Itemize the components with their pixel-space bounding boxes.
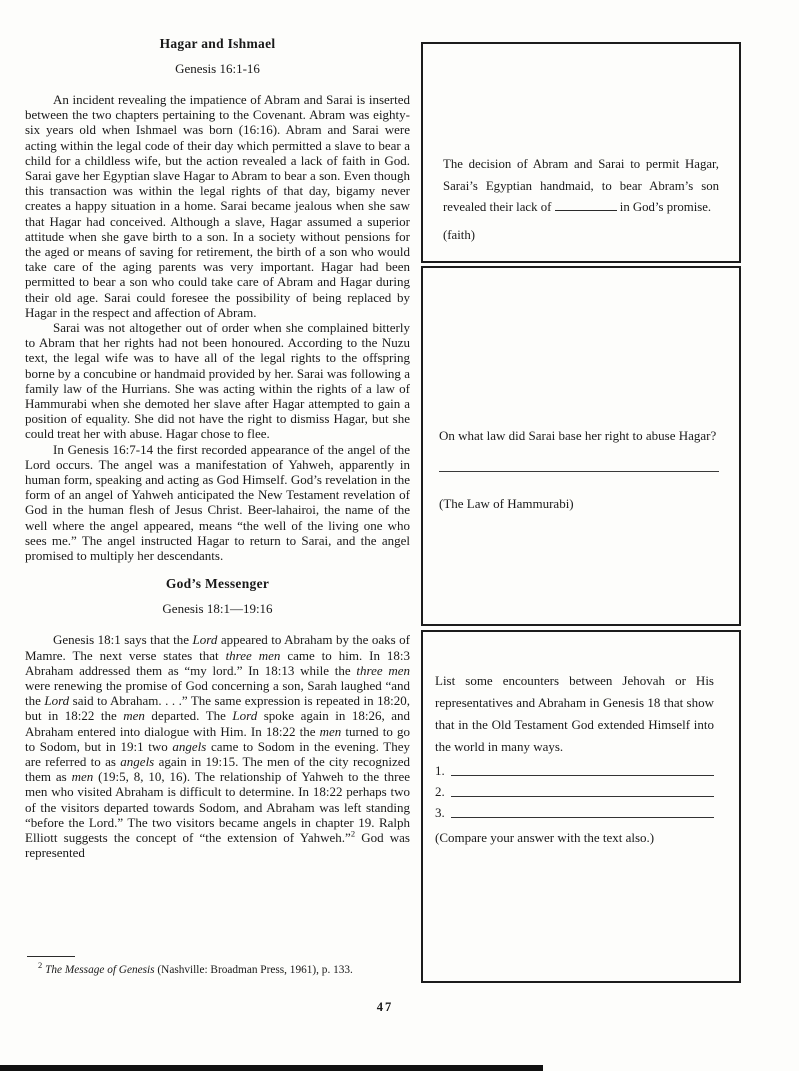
paragraph-angel-of-the-lord: In Genesis 16:7-14 the first recorded appearance of the angel of the Lord occurs. The angel was a manifestation of Yahweh, apparently in human form, speaking and acting as God Himself. God’s revelation in the form of an angel of Yahweh anticipated the New Testament revelation of God in the human flesh of Jesus Christ. Beer-lahairoi, the name of the well where the angel appeared, means “the well of the living one who sees me.” The angel instructed Hagar to return to Sarai, and the angel promised to multiply her descendants. [25, 441, 410, 564]
answer-blank-line [439, 471, 719, 472]
paragraph-lord-appeared: Genesis 18:1 says that the Lord appeared to Abraham by the oaks of Mamre. The next verse states that three men came to him. In 18:3 Abraham addressed them as “my lord.” In 18:13 while the three men were renewing the promise of God concerning a son, Sarah laughed “and the Lord said to Abraham. . . .” The same expression is repeated in 18:20, but in 18:22 the men departed. The Lord spoke again in 18:26, and Abraham entered into dialogue with Him. In 18:22 the men turned to go to Sodom, but in 19:1 two angels came to Sodom in the evening. They are referred to as angels again in 19:15. The men of the city recognized them as men (19:5, 8, 10, 16). The relationship of Yahweh to the three men who visited Abraham is difficult to determine. In 18:22 perhaps two of the visitors departed towards Sodom, and Abraham was left standing “before the Lord.” The two visitors became angels in chapter 19. Ralph Elliott suggests the concept of “the extension of Yahweh.”$^2$ God was represented [25, 632, 411, 861]
section-title-gods-messenger: God’s Messenger [165, 576, 270, 592]
paragraph-incident: An incident revealing the impatience of Abram and Sarai is inserted between the two chapters pertaining to the Covenant. Abram was eighty-six years old when Ishmael was born (16:16). Abram and Sarai were acting within the legal code of their day which permitted a slave to bear a child for a childless wife, but the action revealed a lack of faith in God. Sarai gave her Egyptian slave Hagar to Abram to bear a son. Even though this transaction was within the legal rights of that day, bigamy never creates a happy situation in a home. Sarai became jealous when she saw that Hagar had conceived. Although a slave, Hagar assumed a superior attitude when she gave birth to a son. In a society without pensions for the aged or means of saving for retirement, the birth of a son who would take care of the aging parents was very important. Hagar had been permitted to bear a son who could take care of Abram and Hagar during their old age. Sarai could foresee the possibility of being replaced by Hagar in the respect and affection of Abram. [25, 92, 410, 320]
main-text-column [25, 36, 410, 860]
scripture-reference-genesis-16: Genesis 16:1-16 [175, 61, 260, 76]
section-title-hagar-and-ishmael: Hagar and Ishmael [159, 36, 276, 51]
answer-blank-line [451, 775, 714, 776]
numbered-blank-2 [435, 779, 714, 800]
blank-number-label: 1. [435, 763, 445, 778]
answer-key-hammurabi: (The Law of Hammurabi) [439, 496, 574, 511]
answer-blank-line [451, 796, 714, 797]
page-number: 47 [376, 1000, 394, 1014]
scan-edge-artifact [0, 1065, 543, 1071]
numbered-blank-1 [435, 758, 714, 779]
numbered-blank-3 [435, 800, 714, 821]
blank-number-label: 2. [435, 784, 445, 799]
answer-key-faith: (faith) [443, 227, 475, 242]
paragraph-sarai-rights: Sarai was not altogether out of order when she complained bitterly to Abram that her rights had not been honoured. According to the Nuzu text, the legal wife was to have all of the legal rights to the offspring borne by a concubine or handmaid provided by her. Sarai was following a family law of the Hurrians. She was acting within the rights of a law of Hammurabi when she demoted her slave after Hagar attempted to gain a position of equality. She did not have the right to dismiss Hagar, but she could treat her with abuse. Hagar chose to flee. [25, 320, 410, 442]
list-prompt-encounters: List some encounters between Jehovah or His representatives and Abraham in Genesis 18 that show that in the Old Testament God extended Himself into the world in many ways. [435, 673, 714, 754]
scripture-reference-genesis-18: Genesis 18:1—19:16 [162, 601, 273, 617]
fill-in-blank-prompt: The decision of Abram and Sarai to permit Hagar, Sarai’s Egyptian handmaid, to bear Abram’s son revealed their lack of in God’s promise. [443, 157, 719, 214]
blank-number-label: 3. [435, 805, 445, 820]
footnote-divider [27, 956, 75, 957]
question-sarai-law: On what law did Sarai base her right to abuse Hagar? [439, 428, 717, 443]
answer-box-encounters [421, 630, 741, 983]
answer-blank-line [451, 817, 714, 818]
answer-box-faith [421, 42, 741, 263]
answer-box-hammurabi [421, 266, 741, 626]
compare-answer-note: (Compare your answer with the text also.) [435, 830, 655, 845]
footnote-citation: $^2$ The Message of Genesis (Nashville: Broadman Press, 1961), p. 133. [38, 960, 353, 976]
